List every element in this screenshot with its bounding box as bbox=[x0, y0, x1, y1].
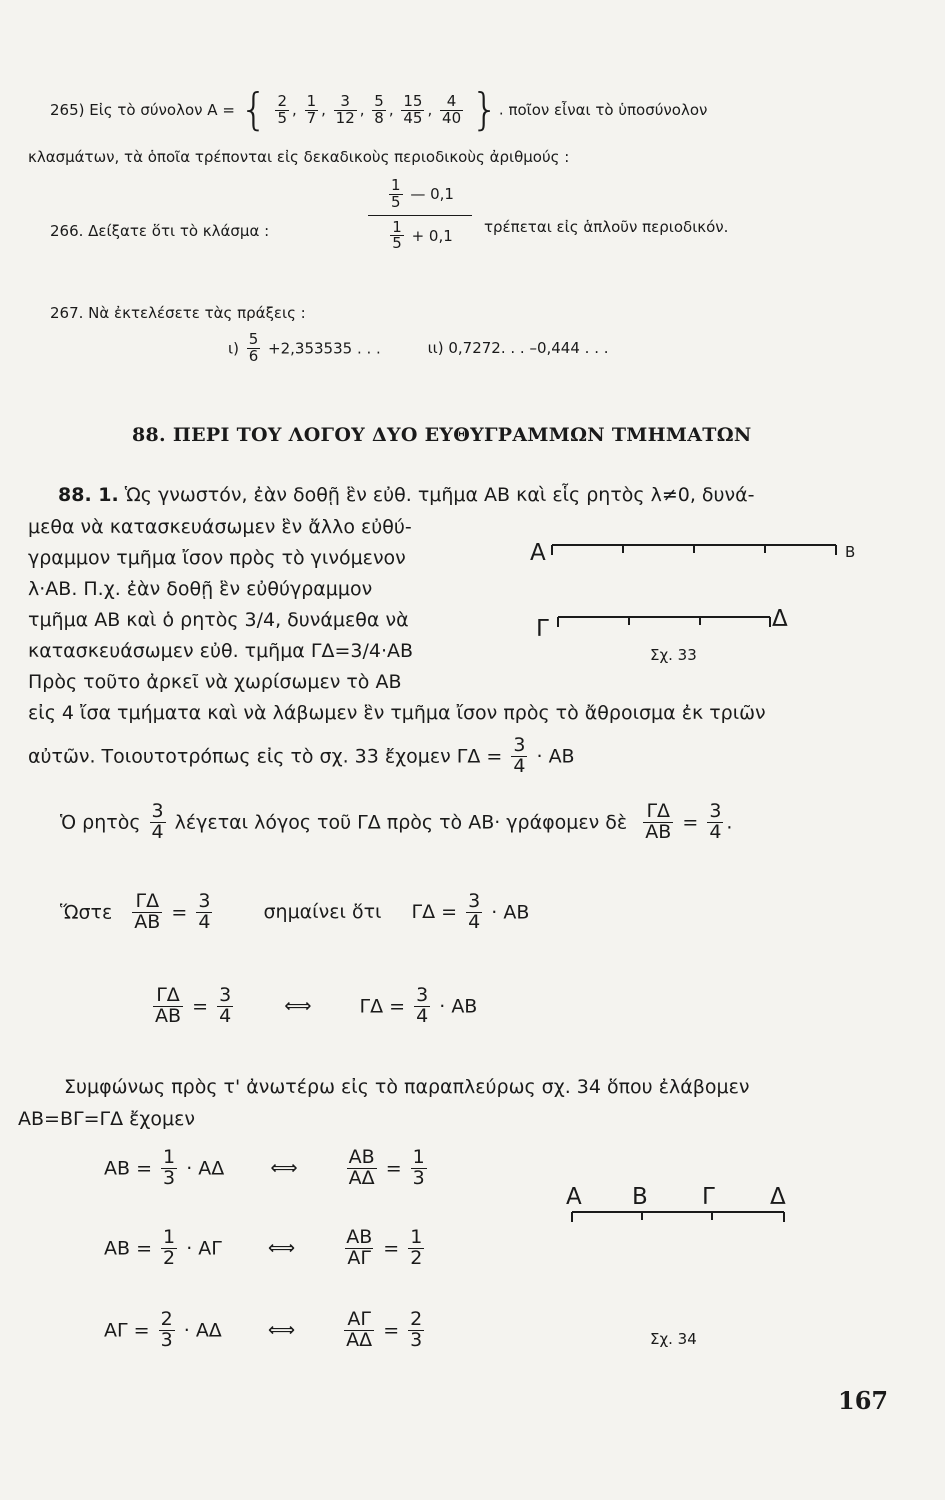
fraction: $\frac{15}{45}$ bbox=[403, 91, 423, 127]
fig33-label-a: A bbox=[530, 540, 546, 566]
fig33-label-g: Γ bbox=[536, 616, 549, 642]
para-line: εἰς 4 ἴσα τμήματα καὶ νὰ λάβωμεν ἓν τμῆμα ἴσον πρὸς τὸ ἄθροισμα ἐκ τριῶν bbox=[28, 702, 766, 724]
ratio-definition: Ὁ ρητὸς $\frac{3}{4}$ λέγεται λόγος τοῦ ΓΔ πρὸς τὸ AB· γράφομεν δὲ $\frac{\Gamma\Delta}{AB}$ = $\frac{3}{4}$ . bbox=[60, 800, 733, 843]
para-88-1-line1: 88. 1. Ὡς γνωστόν, ἐὰν δοθῇ ἓν εὐθ. τμῆμα AB καὶ εἷς ρητὸς λ≠0, δυνά- bbox=[58, 484, 755, 506]
exercise-267-ops: ι) $\frac{5}{6}$ +2,353535 . . . ιι) 0,7272. . . –0,444 . . . bbox=[228, 330, 609, 365]
fraction: $\frac{4}{40}$ bbox=[442, 91, 462, 127]
section-heading: 88. ΠΕΡΙ ΤΟΥ ΛΟΓΟΥ ΔΥΟ ΕΥΘΥΓΡΑΜΜΩΝ ΤΜΗΜΑΤΩΝ bbox=[132, 424, 752, 446]
fig34-label-a: A bbox=[566, 1184, 582, 1210]
double-arrow-icon: ⟺ bbox=[284, 995, 312, 1018]
double-arrow-icon: ⟺ bbox=[267, 1319, 296, 1342]
fig33-caption: Σχ. 33 bbox=[650, 646, 697, 664]
para-line: μεθα νὰ κατασκευάσωμεν ἓν ἄλλο εὐθύ- bbox=[28, 516, 412, 538]
exercise-265-tail: ποῖον εἶναι τὸ ὑποσύνολον bbox=[508, 101, 708, 119]
fig33-label-b: B bbox=[845, 543, 856, 561]
para-line: Συμφώνως πρὸς τ' ἀνωτέρω εἰς τὸ παραπλεύρως σχ. 34 ὅπου ἐλάβομεν bbox=[64, 1076, 750, 1098]
double-arrow-icon: ⟺ bbox=[267, 1237, 296, 1260]
exercise-267-lead: 267. Νὰ ἐκτελέσετε τὰς πράξεις : bbox=[50, 304, 306, 322]
para-line: κατασκευάσωμεν εὐθ. τμῆμα ΓΔ=3/4·AB bbox=[28, 640, 414, 662]
fig33-segment-ab bbox=[552, 540, 842, 560]
fraction: $\frac{1}{7}$ bbox=[306, 91, 317, 127]
exercise-265-line2: κλασμάτων, τὰ ὁποῖα τρέπονται εἰς δεκαδικοὺς περιοδικοὺς ἀριθμούς : bbox=[28, 148, 570, 166]
para-line: γραμμον τμῆμα ἴσον πρὸς τὸ γινόμενον bbox=[28, 547, 406, 569]
fig34-label-d: Δ bbox=[770, 1184, 786, 1210]
fig34-segment bbox=[572, 1206, 792, 1226]
fig34-caption: Σχ. 34 bbox=[650, 1330, 697, 1348]
fraction: $\frac{2}{5}$ bbox=[277, 91, 288, 127]
fig33-label-d: Δ bbox=[772, 606, 788, 632]
exercise-266-tail: τρέπεται εἰς ἁπλοῦν περιοδικόν. bbox=[484, 218, 729, 236]
relation-row: AB = $\frac{1}{3}$ · AΔ ⟺ $\frac{AB}{A\Delta}$ = $\frac{1}{3}$ bbox=[104, 1146, 425, 1189]
para-line: Πρὸς τοῦτο ἀρκεῖ νὰ χωρίσωμεν τὸ AB bbox=[28, 671, 402, 693]
para-line-with-fraction: αὐτῶν. Τοιουτοτρόπως εἰς τὸ σχ. 33 ἔχομεν ΓΔ = $\frac{3}{4}$ · AB bbox=[28, 734, 575, 777]
para-line: τμῆμα AB καὶ ὁ ρητὸς 3/4, δυνάμεθα νὰ bbox=[28, 609, 409, 631]
para-line: AB=BΓ=ΓΔ ἔχομεν bbox=[18, 1108, 195, 1130]
equivalence-statement: $\frac{\Gamma\Delta}{AB}$ = $\frac{3}{4}$ ⟺ ΓΔ = $\frac{3}{4}$ · AB bbox=[155, 984, 478, 1027]
relation-row: AB = $\frac{1}{2}$ · AΓ ⟺ $\frac{AB}{A\Gamma}$ = $\frac{1}{2}$ bbox=[104, 1226, 423, 1269]
exercise-265: 265) Εἰς τὸ σύνολον A = { $\frac{2}{5}$ , $\frac{1}{7}$ , $\frac{3}{12}$ , $\frac{5}{8}$ , $\frac{15}{45}$ , $\frac{4}{40}$ }. ποῖον εἶναι τὸ ὑποσύνολον bbox=[50, 84, 708, 135]
para-line: λ·AB. Π.χ. ἐὰν δοθῇ ἓν εὐθύγραμμον bbox=[28, 578, 373, 600]
exercise-266-lead: 266. Δείξατε ὅτι τὸ κλάσμα : bbox=[50, 222, 270, 240]
fig33-segment-gd bbox=[558, 612, 780, 632]
fraction: $\frac{3}{12}$ bbox=[335, 91, 355, 127]
fraction: $\frac{5}{8}$ bbox=[374, 91, 384, 127]
exercise-265-lead: 265) Εἰς τὸ σύνολον A = bbox=[50, 101, 235, 119]
fig34-label-b: B bbox=[632, 1184, 648, 1210]
double-arrow-icon: ⟺ bbox=[270, 1157, 298, 1180]
exercise-266-fraction: $\frac{1}{5}$ — 0,1 $\frac{1}{5}$ + 0,1 bbox=[368, 178, 472, 252]
fig34-label-g: Γ bbox=[702, 1184, 715, 1210]
hence-statement: Ὥστε $\frac{\Gamma\Delta}{AB}$ = $\frac{3}{4}$ σημαίνει ὅτι ΓΔ = $\frac{3}{4}$ · AB bbox=[60, 890, 530, 933]
relation-row: AΓ = $\frac{2}{3}$ · AΔ ⟺ $\frac{A\Gamma}{A\Delta}$ = $\frac{2}{3}$ bbox=[104, 1308, 423, 1351]
page-number: 167 bbox=[838, 1386, 889, 1415]
